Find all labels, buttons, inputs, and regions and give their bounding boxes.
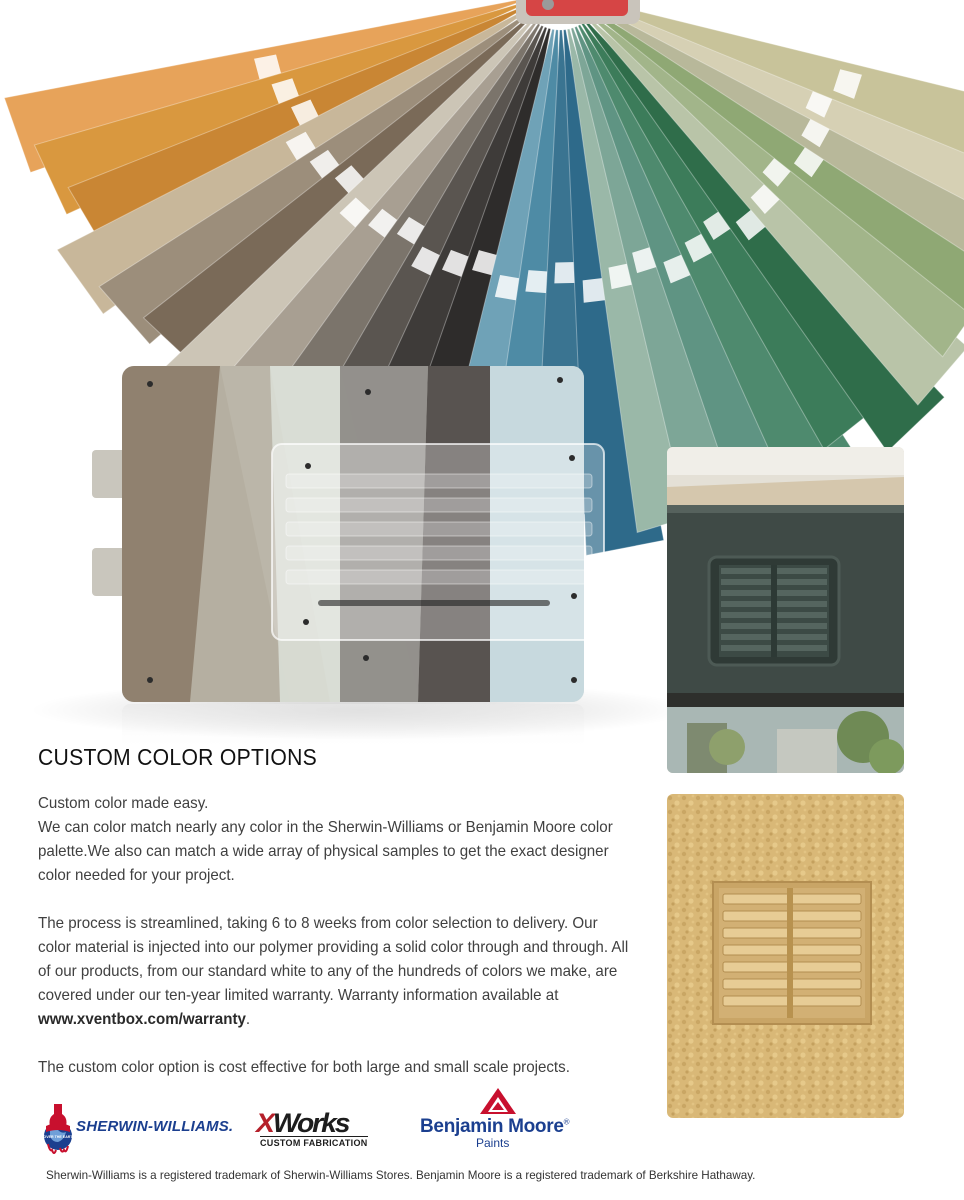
sherwin-williams-globe-icon	[40, 1100, 76, 1156]
vent-slot	[318, 600, 550, 606]
vent-screw-hole	[571, 593, 577, 599]
photo-installed-vent	[667, 447, 904, 773]
sherwin-williams-logo	[40, 1100, 240, 1156]
xworks-x-letter: X	[256, 1108, 273, 1138]
sherwin-badge-text: COVER THE EARTH	[40, 1135, 76, 1139]
xworks-subtitle: CUSTOM FABRICATION	[260, 1138, 368, 1148]
vent-screw-hole	[365, 389, 371, 395]
warranty-link[interactable]: www.xventbox.com/warranty	[38, 1011, 246, 1028]
intro-line-2: We can color match nearly any color in the Sherwin-Williams or Benjamin Moore color palette.We also can match a wide array of physical samples to get the exact designer color needed for your project.	[38, 819, 613, 884]
intro-paragraph	[38, 792, 630, 888]
vent-louver	[286, 546, 592, 560]
benjamin-moore-subtitle: Paints	[476, 1136, 510, 1150]
trademark-footnote: Sherwin-Williams is a registered trademark of Sherwin-Williams Stores. Benjamin Moore is a registered trademark of Berkshire Hathaway.	[46, 1168, 756, 1182]
vent-screw-hole	[363, 655, 369, 661]
brand-logos	[40, 1086, 600, 1152]
benjamin-moore-wordmark	[420, 1116, 569, 1138]
xworks-wordmark	[256, 1108, 348, 1139]
vent-screw-hole	[303, 619, 309, 625]
vent-screw-hole	[569, 455, 575, 461]
xworks-logo	[256, 1108, 380, 1148]
vent-louver	[286, 522, 592, 536]
xworks-word: Works	[272, 1108, 349, 1138]
vent-screw-hole	[571, 677, 577, 683]
vent-louver	[286, 474, 592, 488]
vent-color-illustration	[92, 366, 604, 750]
fan-hub-cap	[526, 0, 628, 16]
process-text: The process is streamlined, taking 6 to 8 weeks from color selection to delivery. Our color material is injected into our polymer providing a solid color through and through. All of our products, from our standard white to any of the hundreds of colors we make, are covered under our ten-year limited warranty. Warranty information available at	[38, 915, 629, 1004]
vent-screw-hole	[305, 463, 311, 469]
cost-paragraph: The custom color option is cost effective for both large and small scale projects.	[38, 1059, 570, 1076]
vent-louver-frame	[272, 444, 604, 640]
benjamin-moore-triangle-icon	[478, 1088, 518, 1116]
process-paragraph	[38, 912, 630, 1032]
vent-louver	[286, 570, 592, 584]
vent-louver	[286, 498, 592, 512]
process-end: .	[245, 1011, 251, 1028]
vent-screw-hole	[557, 377, 563, 383]
photo-stucco-vent	[667, 794, 904, 1118]
vent-screw-hole	[147, 381, 153, 387]
benjamin-moore-logo	[418, 1088, 578, 1152]
benjamin-moore-registered: ®	[563, 1117, 570, 1127]
benjamin-moore-name: Benjamin Moore	[420, 1116, 564, 1137]
intro-line-1: Custom color made easy.	[38, 795, 209, 812]
section-title: CUSTOM COLOR OPTIONS	[38, 744, 318, 770]
sherwin-williams-wordmark: SHERWIN-WILLIAMS.	[76, 1118, 234, 1135]
custom-color-copy	[38, 740, 638, 1080]
vent-screw-hole	[147, 677, 153, 683]
